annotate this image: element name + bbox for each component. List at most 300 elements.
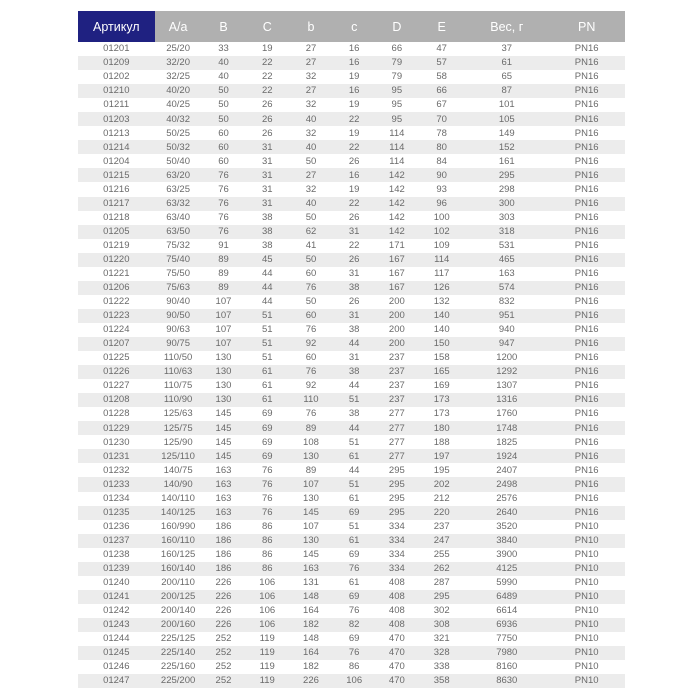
cell-pn: PN10: [548, 562, 625, 576]
cell-c-upper: 86: [245, 520, 289, 534]
cell-pn: PN10: [548, 590, 625, 604]
table-row: [78, 225, 625, 239]
cell-article: 01242: [78, 604, 155, 618]
cell-d: 295: [376, 492, 419, 506]
cell-weight: 1760: [465, 407, 548, 421]
cell-d: 334: [376, 562, 419, 576]
column-header-article: Артикул: [78, 11, 155, 42]
cell-c-upper: 38: [245, 239, 289, 253]
cell-a-a: 110/75: [155, 379, 202, 393]
column-header-c-lower: c: [333, 11, 376, 42]
table-row: [78, 323, 625, 337]
cell-weight: 300: [465, 197, 548, 211]
cell-a-a: 75/32: [155, 239, 202, 253]
cell-e: 109: [418, 239, 465, 253]
cell-e: 212: [418, 492, 465, 506]
cell-a-a: 160/125: [155, 548, 202, 562]
table-row: [78, 84, 625, 98]
cell-b-upper: 186: [202, 534, 246, 548]
table-row: [78, 126, 625, 140]
cell-b-lower: 145: [289, 506, 333, 520]
cell-c-lower: 19: [333, 98, 376, 112]
cell-b-lower: 92: [289, 379, 333, 393]
cell-weight: 7980: [465, 646, 548, 660]
table-row: [78, 407, 625, 421]
cell-pn: PN16: [548, 70, 625, 84]
cell-b-lower: 60: [289, 267, 333, 281]
cell-article: 01202: [78, 70, 155, 84]
cell-e: 140: [418, 309, 465, 323]
cell-a-a: 90/75: [155, 337, 202, 351]
cell-b-upper: 130: [202, 393, 246, 407]
cell-pn: PN16: [548, 435, 625, 449]
cell-b-upper: 226: [202, 576, 246, 590]
table-row: [78, 56, 625, 70]
cell-pn: PN16: [548, 126, 625, 140]
cell-d: 171: [376, 239, 419, 253]
cell-b-upper: 163: [202, 477, 246, 491]
column-header-b-lower: b: [289, 11, 333, 42]
cell-pn: PN16: [548, 463, 625, 477]
cell-e: 150: [418, 337, 465, 351]
cell-b-upper: 76: [202, 168, 246, 182]
cell-b-upper: 145: [202, 421, 246, 435]
cell-d: 470: [376, 660, 419, 674]
cell-article: 01217: [78, 197, 155, 211]
cell-b-lower: 50: [289, 154, 333, 168]
cell-c-upper: 76: [245, 463, 289, 477]
cell-pn: PN10: [548, 548, 625, 562]
cell-article: 01211: [78, 98, 155, 112]
cell-pn: PN16: [548, 351, 625, 365]
cell-c-lower: 69: [333, 632, 376, 646]
cell-b-upper: 89: [202, 253, 246, 267]
cell-e: 96: [418, 197, 465, 211]
cell-e: 70: [418, 112, 465, 126]
cell-article: 01229: [78, 421, 155, 435]
cell-a-a: 25/20: [155, 42, 202, 56]
cell-e: 202: [418, 477, 465, 491]
cell-b-upper: 60: [202, 140, 246, 154]
cell-pn: PN16: [548, 323, 625, 337]
cell-e: 165: [418, 365, 465, 379]
cell-c-upper: 86: [245, 548, 289, 562]
cell-weight: 8630: [465, 674, 548, 688]
cell-pn: PN16: [548, 309, 625, 323]
cell-d: 334: [376, 534, 419, 548]
cell-e: 80: [418, 140, 465, 154]
cell-e: 247: [418, 534, 465, 548]
cell-article: 01208: [78, 393, 155, 407]
cell-article: 01235: [78, 506, 155, 520]
cell-c-upper: 26: [245, 112, 289, 126]
cell-c-upper: 51: [245, 323, 289, 337]
cell-a-a: 160/140: [155, 562, 202, 576]
cell-c-upper: 106: [245, 576, 289, 590]
cell-c-lower: 69: [333, 590, 376, 604]
cell-c-upper: 61: [245, 365, 289, 379]
cell-c-upper: 106: [245, 604, 289, 618]
column-header-a-a: A/a: [155, 11, 202, 42]
cell-d: 237: [376, 365, 419, 379]
cell-pn: PN16: [548, 477, 625, 491]
cell-b-upper: 76: [202, 225, 246, 239]
cell-pn: PN16: [548, 407, 625, 421]
cell-b-upper: 40: [202, 70, 246, 84]
cell-pn: PN16: [548, 140, 625, 154]
cell-c-upper: 44: [245, 267, 289, 281]
cell-b-upper: 76: [202, 197, 246, 211]
cell-d: 295: [376, 463, 419, 477]
cell-article: 01232: [78, 463, 155, 477]
column-header-b-upper: B: [202, 11, 246, 42]
cell-article: 01246: [78, 660, 155, 674]
cell-c-lower: 38: [333, 281, 376, 295]
cell-weight: 947: [465, 337, 548, 351]
cell-e: 220: [418, 506, 465, 520]
cell-b-upper: 130: [202, 379, 246, 393]
cell-e: 197: [418, 449, 465, 463]
cell-c-lower: 31: [333, 225, 376, 239]
cell-b-lower: 148: [289, 590, 333, 604]
cell-weight: 101: [465, 98, 548, 112]
cell-c-upper: 69: [245, 421, 289, 435]
cell-c-upper: 119: [245, 632, 289, 646]
cell-weight: 295: [465, 168, 548, 182]
cell-weight: 1316: [465, 393, 548, 407]
cell-b-lower: 60: [289, 309, 333, 323]
table-row: [78, 295, 625, 309]
cell-article: 01210: [78, 84, 155, 98]
cell-a-a: 50/25: [155, 126, 202, 140]
cell-e: 302: [418, 604, 465, 618]
table-row: [78, 618, 625, 632]
cell-a-a: 160/990: [155, 520, 202, 534]
cell-c-lower: 69: [333, 506, 376, 520]
cell-e: 180: [418, 421, 465, 435]
cell-b-lower: 32: [289, 98, 333, 112]
table-row: [78, 309, 625, 323]
cell-weight: 4125: [465, 562, 548, 576]
cell-e: 132: [418, 295, 465, 309]
cell-c-lower: 82: [333, 618, 376, 632]
table-row: [78, 646, 625, 660]
cell-weight: 940: [465, 323, 548, 337]
cell-e: 78: [418, 126, 465, 140]
cell-weight: 2576: [465, 492, 548, 506]
cell-b-lower: 164: [289, 646, 333, 660]
cell-a-a: 90/50: [155, 309, 202, 323]
cell-a-a: 75/50: [155, 267, 202, 281]
cell-e: 262: [418, 562, 465, 576]
cell-c-upper: 45: [245, 253, 289, 267]
cell-c-upper: 61: [245, 393, 289, 407]
cell-c-upper: 106: [245, 618, 289, 632]
cell-a-a: 200/160: [155, 618, 202, 632]
cell-a-a: 32/25: [155, 70, 202, 84]
cell-c-upper: 38: [245, 211, 289, 225]
cell-a-a: 140/110: [155, 492, 202, 506]
cell-article: 01204: [78, 154, 155, 168]
table-row: [78, 562, 625, 576]
cell-e: 169: [418, 379, 465, 393]
cell-a-a: 110/90: [155, 393, 202, 407]
cell-a-a: 110/63: [155, 365, 202, 379]
cell-c-lower: 51: [333, 435, 376, 449]
cell-e: 358: [418, 674, 465, 688]
cell-b-upper: 107: [202, 309, 246, 323]
cell-c-lower: 16: [333, 56, 376, 70]
cell-b-lower: 50: [289, 295, 333, 309]
cell-d: 408: [376, 618, 419, 632]
cell-a-a: 75/63: [155, 281, 202, 295]
cell-weight: 61: [465, 56, 548, 70]
cell-pn: PN16: [548, 492, 625, 506]
cell-c-lower: 76: [333, 646, 376, 660]
cell-b-lower: 62: [289, 225, 333, 239]
cell-article: 01241: [78, 590, 155, 604]
cell-article: 01203: [78, 112, 155, 126]
cell-c-lower: 26: [333, 154, 376, 168]
cell-c-lower: 38: [333, 323, 376, 337]
cell-e: 255: [418, 548, 465, 562]
table-row: [78, 70, 625, 84]
cell-article: 01231: [78, 449, 155, 463]
cell-a-a: 63/40: [155, 211, 202, 225]
cell-c-upper: 31: [245, 154, 289, 168]
cell-c-lower: 31: [333, 267, 376, 281]
cell-article: 01237: [78, 534, 155, 548]
cell-pn: PN16: [548, 112, 625, 126]
cell-c-upper: 26: [245, 126, 289, 140]
cell-e: 114: [418, 253, 465, 267]
cell-weight: 8160: [465, 660, 548, 674]
cell-d: 142: [376, 182, 419, 196]
cell-a-a: 225/140: [155, 646, 202, 660]
cell-article: 01216: [78, 182, 155, 196]
cell-d: 470: [376, 632, 419, 646]
cell-c-lower: 16: [333, 84, 376, 98]
cell-b-upper: 145: [202, 435, 246, 449]
cell-d: 470: [376, 674, 419, 688]
cell-c-lower: 44: [333, 337, 376, 351]
cell-pn: PN16: [548, 379, 625, 393]
cell-b-lower: 182: [289, 660, 333, 674]
cell-b-lower: 76: [289, 407, 333, 421]
cell-b-upper: 145: [202, 449, 246, 463]
cell-article: 01222: [78, 295, 155, 309]
table-row: [78, 492, 625, 506]
table-row: [78, 154, 625, 168]
cell-b-lower: 27: [289, 84, 333, 98]
cell-c-lower: 26: [333, 295, 376, 309]
cell-c-upper: 119: [245, 674, 289, 688]
cell-pn: PN10: [548, 632, 625, 646]
cell-b-lower: 40: [289, 197, 333, 211]
cell-c-upper: 76: [245, 506, 289, 520]
cell-e: 158: [418, 351, 465, 365]
cell-b-upper: 163: [202, 463, 246, 477]
cell-a-a: 32/20: [155, 56, 202, 70]
table-row: [78, 337, 625, 351]
cell-b-upper: 107: [202, 337, 246, 351]
table-row: [78, 506, 625, 520]
cell-weight: 6614: [465, 604, 548, 618]
cell-c-lower: 19: [333, 182, 376, 196]
cell-c-upper: 31: [245, 168, 289, 182]
cell-d: 408: [376, 590, 419, 604]
table-row: [78, 140, 625, 154]
cell-weight: 1748: [465, 421, 548, 435]
table-row: [78, 660, 625, 674]
cell-a-a: 40/32: [155, 112, 202, 126]
table-row: [78, 182, 625, 196]
cell-weight: 1200: [465, 351, 548, 365]
cell-e: 287: [418, 576, 465, 590]
cell-b-lower: 76: [289, 281, 333, 295]
cell-pn: PN16: [548, 267, 625, 281]
column-header-d: D: [376, 11, 419, 42]
cell-b-upper: 130: [202, 351, 246, 365]
table-row: [78, 435, 625, 449]
cell-c-lower: 106: [333, 674, 376, 688]
column-header-c-upper: C: [245, 11, 289, 42]
cell-e: 66: [418, 84, 465, 98]
cell-b-upper: 60: [202, 154, 246, 168]
cell-a-a: 63/50: [155, 225, 202, 239]
cell-a-a: 140/125: [155, 506, 202, 520]
cell-a-a: 125/63: [155, 407, 202, 421]
cell-c-upper: 51: [245, 337, 289, 351]
cell-article: 01215: [78, 168, 155, 182]
cell-b-upper: 186: [202, 562, 246, 576]
cell-d: 237: [376, 379, 419, 393]
cell-pn: PN16: [548, 365, 625, 379]
cell-c-upper: 51: [245, 351, 289, 365]
cell-b-lower: 32: [289, 70, 333, 84]
cell-b-lower: 89: [289, 421, 333, 435]
cell-b-upper: 226: [202, 618, 246, 632]
cell-weight: 2640: [465, 506, 548, 520]
cell-pn: PN16: [548, 42, 625, 56]
cell-d: 167: [376, 253, 419, 267]
cell-weight: 298: [465, 182, 548, 196]
cell-article: 01233: [78, 477, 155, 491]
cell-article: 01205: [78, 225, 155, 239]
cell-c-upper: 38: [245, 225, 289, 239]
cell-b-upper: 107: [202, 295, 246, 309]
cell-weight: 152: [465, 140, 548, 154]
cell-c-upper: 31: [245, 182, 289, 196]
cell-a-a: 160/110: [155, 534, 202, 548]
cell-b-upper: 163: [202, 492, 246, 506]
cell-weight: 1307: [465, 379, 548, 393]
cell-d: 142: [376, 197, 419, 211]
cell-pn: PN16: [548, 154, 625, 168]
cell-e: 328: [418, 646, 465, 660]
table-row: [78, 267, 625, 281]
cell-d: 295: [376, 506, 419, 520]
cell-c-upper: 44: [245, 281, 289, 295]
cell-article: 01238: [78, 548, 155, 562]
cell-a-a: 140/90: [155, 477, 202, 491]
cell-e: 102: [418, 225, 465, 239]
cell-article: 01221: [78, 267, 155, 281]
cell-weight: 3520: [465, 520, 548, 534]
cell-d: 200: [376, 309, 419, 323]
cell-b-lower: 108: [289, 435, 333, 449]
cell-a-a: 225/160: [155, 660, 202, 674]
table-row: [78, 548, 625, 562]
cell-article: 01214: [78, 140, 155, 154]
cell-c-lower: 44: [333, 379, 376, 393]
table-row: [78, 197, 625, 211]
table-row: [78, 520, 625, 534]
cell-a-a: 90/63: [155, 323, 202, 337]
cell-c-lower: 16: [333, 168, 376, 182]
cell-pn: PN16: [548, 337, 625, 351]
cell-e: 140: [418, 323, 465, 337]
cell-e: 126: [418, 281, 465, 295]
cell-c-lower: 31: [333, 351, 376, 365]
cell-c-upper: 22: [245, 84, 289, 98]
cell-weight: 531: [465, 239, 548, 253]
cell-weight: 87: [465, 84, 548, 98]
cell-b-lower: 50: [289, 253, 333, 267]
cell-b-lower: 50: [289, 211, 333, 225]
cell-b-lower: 182: [289, 618, 333, 632]
cell-pn: PN16: [548, 84, 625, 98]
cell-b-upper: 50: [202, 112, 246, 126]
cell-e: 188: [418, 435, 465, 449]
cell-b-upper: 50: [202, 98, 246, 112]
cell-e: 295: [418, 590, 465, 604]
cell-d: 167: [376, 267, 419, 281]
cell-weight: 163: [465, 267, 548, 281]
cell-article: 01227: [78, 379, 155, 393]
cell-c-lower: 22: [333, 140, 376, 154]
cell-b-upper: 40: [202, 56, 246, 70]
cell-weight: 105: [465, 112, 548, 126]
cell-c-lower: 51: [333, 393, 376, 407]
cell-e: 173: [418, 407, 465, 421]
cell-d: 114: [376, 154, 419, 168]
cell-c-upper: 22: [245, 70, 289, 84]
cell-pn: PN16: [548, 56, 625, 70]
cell-a-a: 40/25: [155, 98, 202, 112]
cell-weight: 1292: [465, 365, 548, 379]
cell-a-a: 125/110: [155, 449, 202, 463]
cell-weight: 1924: [465, 449, 548, 463]
cell-b-upper: 252: [202, 632, 246, 646]
cell-article: 01225: [78, 351, 155, 365]
cell-b-lower: 130: [289, 534, 333, 548]
cell-weight: 6489: [465, 590, 548, 604]
cell-e: 57: [418, 56, 465, 70]
cell-c-upper: 106: [245, 590, 289, 604]
cell-b-upper: 50: [202, 84, 246, 98]
cell-a-a: 40/20: [155, 84, 202, 98]
table-row: [78, 604, 625, 618]
cell-d: 79: [376, 56, 419, 70]
cell-e: 321: [418, 632, 465, 646]
cell-b-lower: 41: [289, 239, 333, 253]
cell-article: 01230: [78, 435, 155, 449]
cell-d: 200: [376, 323, 419, 337]
cell-c-lower: 51: [333, 520, 376, 534]
cell-d: 200: [376, 337, 419, 351]
cell-pn: PN16: [548, 239, 625, 253]
